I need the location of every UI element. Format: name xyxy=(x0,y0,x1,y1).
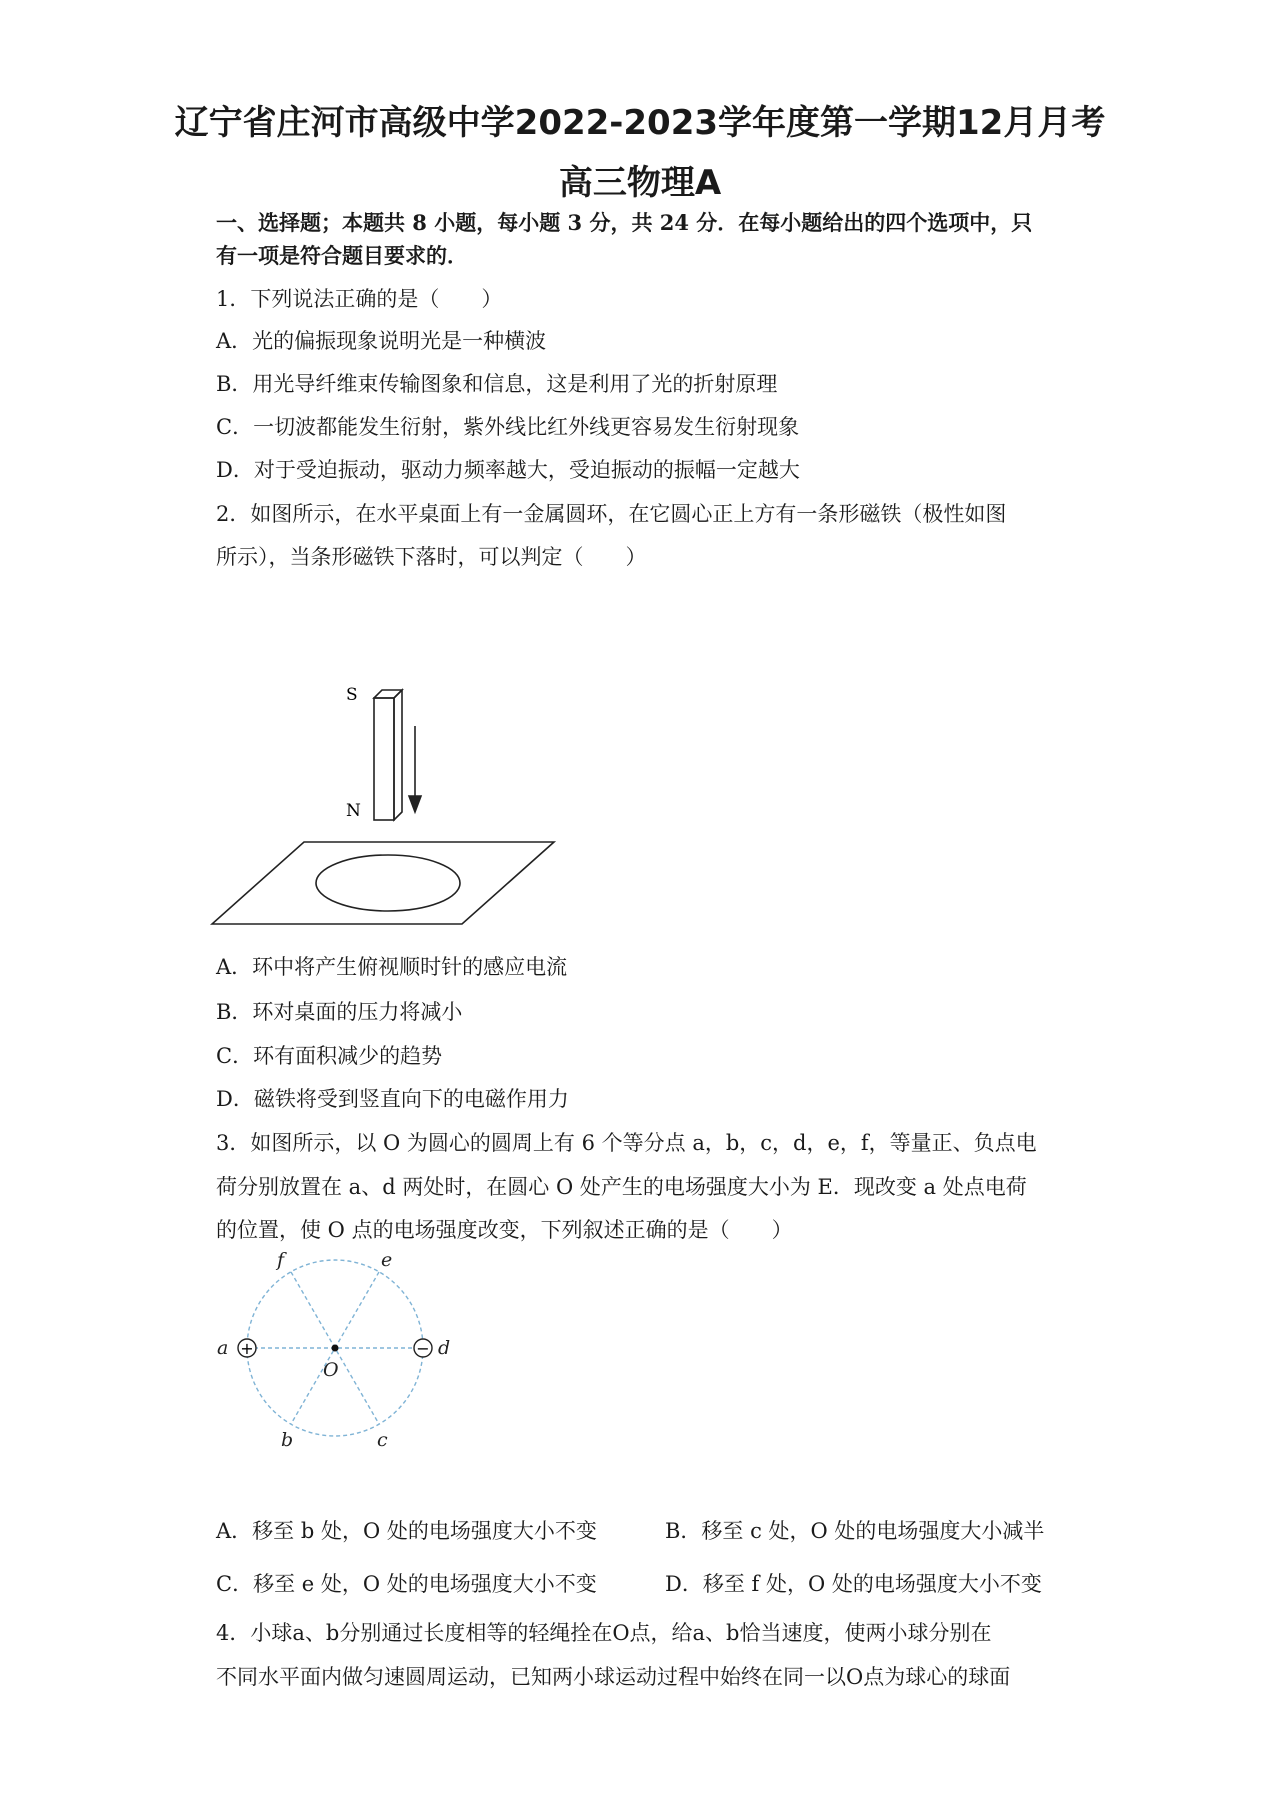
point-label-b: b xyxy=(281,1429,294,1451)
svg-text:−: − xyxy=(416,1339,430,1358)
page-subtitle: 高三物理A xyxy=(558,163,722,203)
q3-stem-cont2: 的位置，使 O 点的电场强度改变，下列叙述正确的是（ ） xyxy=(216,1218,793,1242)
section-heading: 一、选择题；本题共 8 小题，每小题 3 分，共 24 分．在每小题给出的四个选项中，只 xyxy=(216,210,1033,235)
point-label-a: a xyxy=(217,1337,229,1359)
q2-stem-cont: 所示），当条形磁铁下落时，可以判定（ ） xyxy=(216,545,647,569)
center-point-o xyxy=(332,1345,339,1352)
positive-charge-icon xyxy=(238,1339,256,1358)
q2-option-d: D．磁铁将受到竖直向下的电磁作用力 xyxy=(216,1087,569,1111)
q1-stem: 1．下列说法正确的是（ ） xyxy=(216,287,503,311)
metal-ring xyxy=(316,855,460,911)
q2-option-b: B．环对桌面的压力将减小 xyxy=(216,1000,463,1024)
magnet-label-n: N xyxy=(346,801,361,821)
negative-charge-icon xyxy=(414,1339,432,1358)
q2-option-a: A．环中将产生俯视顺时针的感应电流 xyxy=(216,955,568,979)
svg-text:+: + xyxy=(240,1339,254,1358)
section-heading-cont: 有一项是符合题目要求的． xyxy=(216,243,468,268)
magnet-ring-figure xyxy=(210,670,570,970)
q2-stem: 2．如图所示，在水平桌面上有一金属圆环，在它圆心正上方有一条形磁铁（极性如图 xyxy=(216,502,1007,526)
point-label-d: d xyxy=(438,1337,451,1359)
down-arrow-icon xyxy=(409,726,421,812)
q4-stem-cont: 不同水平面内做匀速圆周运动，已知两小球运动过程中始终在同一以O点为球心的球面 xyxy=(216,1665,1011,1689)
q3-option-c: C．移至 e 处，O 处的电场强度大小不变 xyxy=(216,1572,597,1596)
q1-option-c: C．一切波都能发生衍射，紫外线比红外线更容易发生衍射现象 xyxy=(216,415,800,439)
q1-option-a: A．光的偏振现象说明光是一种横波 xyxy=(216,329,547,353)
q1-option-b: B．用光导纤维束传输图象和信息，这是利用了光的折射原理 xyxy=(216,372,778,396)
q4-stem: 4．小球a、b分别通过长度相等的轻绳拴在O点，给a、b恰当速度，使两小球分别在 xyxy=(216,1621,992,1645)
q3-option-d: D．移至 f 处，O 处的电场强度大小不变 xyxy=(665,1572,1042,1596)
q3-option-b: B．移至 c 处，O 处的电场强度大小减半 xyxy=(665,1519,1045,1543)
magnet-label-s: S xyxy=(346,685,358,705)
q1-option-d: D．对于受迫振动，驱动力频率越大，受迫振动的振幅一定越大 xyxy=(216,458,800,482)
page-title: 辽宁省庄河市高级中学2022-2023学年度第一学期12月月考 xyxy=(174,103,1106,143)
q3-stem: 3．如图所示，以 O 为圆心的圆周上有 6 个等分点 a，b，c，d，e，f，等量正、负点电 xyxy=(216,1131,1037,1155)
bar-magnet xyxy=(374,690,402,820)
point-label-c: c xyxy=(377,1429,388,1451)
point-label-e: e xyxy=(381,1250,393,1271)
q2-option-c: C．环有面积减少的趋势 xyxy=(216,1044,443,1068)
point-label-o: O xyxy=(323,1359,339,1381)
q3-option-a: A．移至 b 处，O 处的电场强度大小不变 xyxy=(216,1519,597,1543)
q3-stem-cont: 荷分别放置在 a、d 两处时，在圆心 O 处产生的电场强度大小为 E．现改变 a 处点电荷 xyxy=(216,1175,1027,1199)
circle-charges-figure xyxy=(205,1250,465,1470)
point-label-f: f xyxy=(277,1250,285,1271)
